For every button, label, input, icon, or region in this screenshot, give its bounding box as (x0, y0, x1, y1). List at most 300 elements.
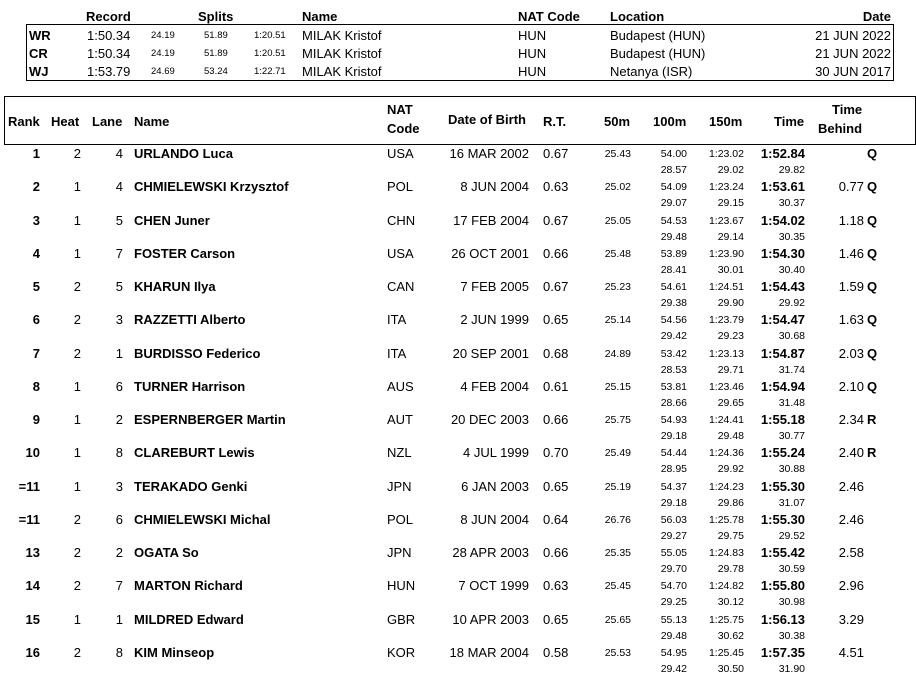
result-nat: AUT (387, 412, 413, 427)
result-dob: 18 MAR 2004 (449, 644, 529, 660)
result-time-behind: 1.59 (838, 279, 864, 294)
result-rank: 10 (25, 445, 40, 461)
result-split-150: 1:25.78 (708, 513, 744, 526)
result-split-150: 1:24.23 (708, 480, 744, 493)
result-rank: 6 (32, 312, 40, 328)
result-reaction-time: 0.67 (543, 146, 569, 161)
result-split-150: 1:23.90 (708, 247, 744, 260)
result-dob: 26 OCT 2001 (451, 245, 529, 261)
result-lane: 8 (115, 644, 123, 660)
result-rank: 9 (32, 412, 40, 427)
record-location: Budapest (HUN) (610, 28, 706, 43)
result-final-time: 1:54.47 (760, 312, 805, 328)
result-lane: 2 (115, 412, 123, 427)
result-lap-150: 29.14 (717, 230, 744, 243)
result-qualification-mark: Q (867, 146, 878, 161)
record-split-150: 1:20.51 (254, 48, 286, 59)
records-table (0, 0, 916, 90)
record-split-150: 1:22.71 (254, 66, 286, 77)
record-row (0, 26, 916, 44)
result-dob: 4 FEB 2004 (460, 378, 529, 394)
result-swimmer-name: FOSTER Carson (134, 245, 236, 261)
result-nat: JPN (387, 478, 412, 494)
record-type: CR (29, 46, 48, 61)
records-top-border (26, 24, 894, 25)
result-reaction-time: 0.67 (543, 279, 569, 294)
result-rank: 5 (32, 279, 40, 294)
result-split-50: 25.19 (604, 480, 631, 493)
result-swimmer-name: URLANDO Luca (134, 146, 233, 161)
result-dob: 10 APR 2003 (452, 611, 529, 627)
result-split-50: 25.48 (604, 247, 631, 260)
result-swimmer-name: CHMIELEWSKI Michal (134, 511, 271, 527)
result-split-150: 1:24.83 (708, 547, 744, 559)
col-header-lane: Lane (92, 114, 123, 129)
result-final-time: 1:54.02 (760, 212, 805, 228)
result-dob: 20 DEC 2003 (450, 412, 529, 427)
record-split-150: 1:20.51 (254, 30, 286, 41)
record-location: Budapest (HUN) (610, 46, 706, 61)
result-row (0, 146, 916, 180)
record-nat: HUN (518, 28, 547, 43)
result-lap-final: 30.88 (778, 463, 805, 476)
result-nat: JPN (387, 545, 412, 560)
record-holder-name: MILAK Kristof (302, 64, 382, 79)
record-type: WR (29, 28, 51, 43)
records-header-location: Location (610, 9, 665, 24)
result-time-behind: 2.10 (838, 378, 864, 394)
result-time-behind: 2.46 (838, 511, 864, 527)
result-lap-final: 31.90 (778, 662, 805, 675)
result-row (0, 512, 916, 546)
result-lap-final: 30.38 (778, 629, 805, 642)
result-dob: 20 SEP 2001 (452, 345, 529, 361)
result-lane: 4 (115, 179, 123, 195)
result-split-150: 1:23.24 (708, 181, 744, 194)
result-rank: 7 (32, 345, 40, 361)
result-heat: 2 (73, 345, 81, 361)
result-time-behind: 2.03 (838, 345, 864, 361)
result-rank: 3 (32, 212, 40, 228)
result-time-behind: 2.34 (838, 412, 864, 427)
result-rank: 16 (25, 644, 40, 660)
result-lane: 6 (115, 378, 123, 394)
result-split-100: 54.00 (660, 148, 687, 160)
col-header-nat-line2: Code (387, 121, 420, 136)
result-split-100: 54.44 (660, 447, 687, 460)
record-split-100: 51.89 (204, 48, 228, 59)
result-time-behind: 0.77 (838, 179, 864, 195)
result-dob: 4 JUL 1999 (462, 445, 529, 461)
result-nat: USA (387, 146, 414, 161)
result-nat: AUS (387, 378, 414, 394)
result-lap-150: 30.62 (717, 629, 744, 642)
result-lap-150: 30.12 (717, 596, 744, 609)
result-lap-150: 29.02 (717, 164, 744, 176)
record-split-50: 24.19 (151, 48, 175, 59)
result-lap-final: 29.52 (778, 529, 805, 542)
result-split-50: 25.45 (604, 580, 631, 593)
result-qualification-mark: Q (867, 212, 878, 228)
result-final-time: 1:54.87 (760, 345, 805, 361)
records-header-record: Record (86, 9, 131, 24)
result-dob: 17 FEB 2004 (453, 212, 529, 228)
result-lane: 7 (115, 245, 123, 261)
record-location: Netanya (ISR) (610, 64, 693, 79)
result-rank: 14 (25, 578, 40, 594)
result-lap-final: 31.74 (778, 363, 805, 376)
result-lap-150: 29.23 (717, 330, 744, 343)
result-heat: 1 (73, 478, 81, 494)
result-reaction-time: 0.64 (543, 511, 569, 527)
result-rank: 15 (25, 611, 40, 627)
col-header-behind-line2: Behind (818, 121, 863, 136)
result-heat: 2 (73, 545, 81, 560)
result-rank: =11 (18, 511, 40, 527)
result-time-behind: 2.46 (838, 478, 864, 494)
result-lap-final: 30.35 (778, 230, 805, 243)
result-nat: ITA (387, 345, 407, 361)
result-reaction-time: 0.65 (543, 312, 569, 328)
result-lane: 3 (115, 478, 123, 494)
result-lap-final: 29.92 (778, 297, 805, 309)
result-lane: 5 (115, 212, 123, 228)
record-holder-name: MILAK Kristof (302, 28, 382, 43)
result-split-100: 54.93 (660, 414, 687, 426)
records-header-splits: Splits (198, 9, 234, 24)
result-time-behind: 3.29 (838, 611, 864, 627)
result-lane: 6 (115, 511, 123, 527)
record-split-50: 24.69 (151, 66, 175, 77)
result-time-behind: 2.58 (838, 545, 864, 560)
col-header-dob: Date of Birth (448, 112, 526, 127)
result-swimmer-name: ESPERNBERGER Martin (134, 412, 286, 427)
result-heat: 2 (73, 279, 81, 294)
col-header-150m: 150m (709, 114, 743, 129)
record-split-50: 24.19 (151, 30, 175, 41)
result-lap-final: 31.07 (778, 496, 805, 509)
result-dob: 16 MAR 2002 (449, 146, 529, 161)
col-header-heat: Heat (51, 114, 80, 129)
result-swimmer-name: MARTON Richard (134, 578, 243, 594)
result-lap-100: 28.66 (660, 396, 687, 409)
result-split-150: 1:24.36 (708, 447, 744, 460)
result-swimmer-name: CHEN Juner (134, 212, 210, 228)
result-final-time: 1:54.94 (760, 378, 805, 394)
result-lane: 8 (115, 445, 123, 461)
result-qualification-mark: Q (867, 345, 878, 361)
result-swimmer-name: OGATA So (134, 545, 199, 560)
result-heat: 1 (73, 412, 81, 427)
result-qualification-mark: Q (867, 245, 878, 261)
result-lap-final: 30.37 (778, 197, 805, 210)
result-dob: 8 JUN 2004 (460, 179, 529, 195)
result-final-time: 1:55.80 (760, 578, 805, 594)
result-heat: 2 (73, 511, 81, 527)
result-lane: 1 (115, 345, 123, 361)
result-row (0, 445, 916, 479)
result-final-time: 1:54.43 (760, 279, 805, 294)
record-time: 1:53.79 (87, 64, 131, 79)
result-reaction-time: 0.70 (543, 445, 569, 461)
col-header-behind-line1: Time (832, 102, 863, 117)
result-row (0, 279, 916, 313)
result-row (0, 578, 916, 612)
result-heat: 2 (73, 644, 81, 660)
result-final-time: 1:55.18 (760, 412, 805, 427)
result-nat: CHN (387, 212, 416, 228)
col-header-50m: 50m (604, 114, 631, 129)
result-split-150: 1:23.02 (708, 148, 744, 160)
result-reaction-time: 0.58 (543, 644, 569, 660)
result-qualification-mark: Q (867, 179, 878, 195)
results-header-left-border (4, 96, 5, 145)
result-lap-150: 29.71 (717, 363, 744, 376)
record-date: 21 JUN 2022 (815, 46, 891, 61)
result-qualification-mark: Q (867, 312, 878, 328)
result-heat: 1 (73, 245, 81, 261)
result-lap-final: 30.68 (778, 330, 805, 343)
result-lap-150: 29.92 (717, 463, 744, 476)
result-reaction-time: 0.66 (543, 245, 569, 261)
result-split-150: 1:23.67 (708, 214, 744, 227)
result-lap-150: 29.65 (717, 396, 744, 409)
result-final-time: 1:55.42 (760, 545, 805, 560)
col-header-nat-line1: NAT (387, 102, 413, 117)
result-swimmer-name: RAZZETTI Alberto (134, 312, 246, 328)
result-time-behind: 1.46 (838, 245, 864, 261)
result-row (0, 379, 916, 413)
result-split-50: 25.02 (604, 181, 631, 194)
result-split-150: 1:24.51 (708, 281, 744, 293)
result-split-100: 55.13 (660, 613, 687, 626)
result-lap-final: 30.59 (778, 563, 805, 575)
result-lap-100: 29.42 (660, 662, 687, 675)
result-reaction-time: 0.66 (543, 545, 569, 560)
result-split-50: 25.65 (604, 613, 631, 626)
result-rank: 13 (25, 545, 40, 560)
result-split-100: 54.09 (660, 181, 687, 194)
result-nat: KOR (387, 644, 416, 660)
result-lane: 7 (115, 578, 123, 594)
result-nat: CAN (387, 279, 415, 294)
result-final-time: 1:55.24 (760, 445, 805, 461)
result-lap-150: 30.50 (717, 662, 744, 675)
result-split-100: 53.81 (660, 380, 687, 393)
result-heat: 2 (73, 578, 81, 594)
records-bottom-border (26, 80, 894, 81)
result-lap-100: 29.27 (660, 529, 687, 542)
result-heat: 1 (73, 378, 81, 394)
result-swimmer-name: KHARUN Ilya (134, 279, 216, 294)
result-swimmer-name: KIM Minseop (134, 644, 215, 660)
result-qualification-mark: R (867, 445, 877, 461)
records-header-nat-code: NAT Code (518, 9, 580, 24)
result-split-50: 25.75 (604, 414, 631, 426)
result-nat: NZL (387, 445, 412, 461)
col-header-rt: R.T. (543, 114, 567, 129)
result-split-150: 1:25.75 (708, 613, 744, 626)
result-final-time: 1:54.30 (760, 245, 805, 261)
results-header-top-border (4, 96, 916, 97)
result-split-100: 53.89 (660, 247, 687, 260)
result-nat: POL (387, 511, 414, 527)
result-lap-100: 28.57 (660, 164, 687, 176)
result-dob: 6 JAN 2003 (461, 478, 529, 494)
result-lap-150: 29.75 (717, 529, 744, 542)
result-swimmer-name: MILDRED Edward (134, 611, 244, 627)
result-lane: 3 (115, 312, 123, 328)
result-swimmer-name: TURNER Harrison (134, 378, 246, 394)
result-heat: 1 (73, 611, 81, 627)
result-heat: 1 (73, 445, 81, 461)
result-split-150: 1:23.79 (708, 314, 744, 327)
result-reaction-time: 0.66 (543, 412, 569, 427)
result-lap-100: 29.07 (660, 197, 687, 210)
result-time-behind: 1.63 (838, 312, 864, 328)
result-split-100: 53.42 (660, 347, 687, 360)
result-rank: 4 (32, 245, 40, 261)
record-holder-name: MILAK Kristof (302, 46, 382, 61)
result-reaction-time: 0.65 (543, 611, 569, 627)
result-lap-150: 30.01 (717, 263, 744, 276)
record-time: 1:50.34 (87, 46, 131, 61)
result-row (0, 645, 916, 679)
result-row (0, 246, 916, 280)
result-lap-150: 29.90 (717, 297, 744, 309)
result-nat: ITA (387, 312, 407, 328)
result-lap-150: 29.78 (717, 563, 744, 575)
result-split-100: 54.95 (660, 646, 687, 659)
result-row (0, 612, 916, 646)
result-split-150: 1:24.41 (708, 414, 744, 426)
result-final-time: 1:56.13 (760, 611, 805, 627)
result-lap-final: 30.40 (778, 263, 805, 276)
result-lap-100: 29.38 (660, 297, 687, 309)
result-nat: HUN (387, 578, 416, 594)
results-header-bottom-border (4, 144, 916, 145)
result-final-time: 1:55.30 (760, 478, 805, 494)
result-dob: 7 FEB 2005 (460, 279, 529, 294)
col-header-time: Time (774, 114, 805, 129)
result-time-behind: 4.51 (838, 644, 864, 660)
record-split-100: 53.24 (204, 66, 228, 77)
result-qualification-mark: R (867, 412, 877, 427)
result-lap-100: 29.25 (660, 596, 687, 609)
result-time-behind: 2.40 (838, 445, 864, 461)
result-split-50: 25.15 (604, 380, 631, 393)
result-split-50: 24.89 (604, 347, 631, 360)
result-rank: 2 (32, 179, 40, 195)
record-row (0, 62, 916, 80)
result-swimmer-name: CLAREBURT Lewis (134, 445, 255, 461)
result-lap-100: 28.53 (660, 363, 687, 376)
result-heat: 2 (73, 146, 81, 161)
result-lap-100: 29.70 (660, 563, 687, 575)
result-reaction-time: 0.68 (543, 345, 569, 361)
result-final-time: 1:53.61 (760, 179, 805, 195)
result-heat: 1 (73, 212, 81, 228)
result-lap-100: 29.18 (660, 496, 687, 509)
record-time: 1:50.34 (87, 28, 131, 43)
result-reaction-time: 0.63 (543, 578, 569, 594)
result-row (0, 479, 916, 513)
result-row (0, 179, 916, 213)
col-header-name: Name (134, 114, 170, 129)
result-lap-100: 29.18 (660, 430, 687, 442)
result-reaction-time: 0.61 (543, 378, 569, 394)
record-row (0, 44, 916, 62)
result-time-behind: 1.18 (838, 212, 864, 228)
result-lap-100: 28.95 (660, 463, 687, 476)
result-heat: 2 (73, 312, 81, 328)
records-header-date: Date (862, 9, 891, 24)
result-dob: 2 JUN 1999 (460, 312, 529, 328)
result-split-50: 25.35 (604, 547, 631, 559)
record-date: 30 JUN 2017 (815, 64, 891, 79)
result-row (0, 312, 916, 346)
result-lap-100: 29.48 (660, 629, 687, 642)
result-dob: 7 OCT 1999 (458, 578, 529, 594)
result-lap-100: 29.48 (660, 230, 687, 243)
result-qualification-mark: Q (867, 279, 878, 294)
record-split-100: 51.89 (204, 30, 228, 41)
result-split-50: 26.76 (604, 513, 631, 526)
result-split-50: 25.05 (604, 214, 631, 227)
result-final-time: 1:55.30 (760, 511, 805, 527)
result-dob: 8 JUN 2004 (460, 511, 529, 527)
result-row (0, 346, 916, 380)
col-header-100m: 100m (653, 114, 687, 129)
result-split-150: 1:23.46 (708, 380, 744, 393)
record-nat: HUN (518, 46, 547, 61)
result-split-100: 54.70 (660, 580, 687, 593)
record-type: WJ (29, 64, 49, 79)
result-nat: GBR (387, 611, 416, 627)
result-lap-150: 29.15 (717, 197, 744, 210)
result-split-150: 1:23.13 (708, 347, 744, 360)
result-final-time: 1:57.35 (760, 644, 805, 660)
result-split-100: 54.53 (660, 214, 687, 227)
result-row (0, 545, 916, 579)
result-reaction-time: 0.65 (543, 478, 569, 494)
result-lap-final: 29.82 (778, 164, 805, 176)
result-lane: 4 (115, 146, 123, 161)
result-final-time: 1:52.84 (760, 146, 805, 161)
result-rank: 8 (32, 378, 40, 394)
result-reaction-time: 0.67 (543, 212, 569, 228)
result-split-150: 1:25.45 (708, 646, 744, 659)
col-header-rank: Rank (8, 114, 40, 129)
result-lane: 5 (115, 279, 123, 294)
record-nat: HUN (518, 64, 547, 79)
result-split-50: 25.14 (604, 314, 631, 327)
result-nat: POL (387, 179, 414, 195)
result-swimmer-name: CHMIELEWSKI Krzysztof (134, 179, 289, 195)
result-lap-150: 29.86 (717, 496, 744, 509)
result-reaction-time: 0.63 (543, 179, 569, 195)
result-rank: 1 (32, 146, 40, 161)
result-dob: 28 APR 2003 (452, 545, 529, 560)
result-split-50: 25.49 (604, 447, 631, 460)
result-swimmer-name: TERAKADO Genki (134, 478, 248, 494)
result-time-behind: 2.96 (838, 578, 864, 594)
result-row (0, 412, 916, 446)
records-header-name: Name (302, 9, 338, 24)
result-nat: USA (387, 245, 414, 261)
result-split-100: 56.03 (660, 513, 687, 526)
result-lap-final: 30.77 (778, 430, 805, 442)
